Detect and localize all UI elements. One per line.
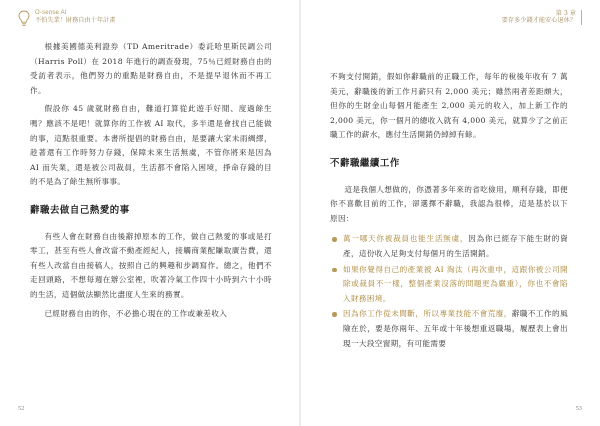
list-item-highlight: 萬一哪天你被裁員也能生活無虞，	[343, 234, 469, 244]
lightbulb-icon	[18, 10, 30, 28]
body-paragraph: 有些人會在財務自由後辭掉原本的工作，做自己熱愛的事或是打零工，甚至有些人會改當不動產經紀人，接觸商業配賺取廣告費，還有些人改當自由接稿人，按照自己的興趣和步調寫作。總之，他們不走回頭路，不想每週在辦公室裡，吹著冷氣工作四十小時到六十小時的生活，這個做法顯然比盡度人生來的務實。	[30, 231, 272, 299]
list-item	[330, 307, 568, 351]
running-header-right	[502, 10, 582, 25]
chapter-number: 第 3 章	[555, 10, 576, 17]
series-title-zh: 不怕失業！財務自由十年計畫	[35, 16, 116, 24]
bullet-dot-icon	[332, 237, 337, 242]
series-title-en: O-sense AI	[35, 10, 67, 16]
list-item	[330, 263, 568, 307]
section-heading: 辭職去做自己熱愛的事	[30, 204, 130, 216]
list-item-highlight: 如果你覺得自己的產業被 AI 淘汰（再次重申，這跟你被公司開除或裁員不一樣，整個產業沒落的問題更為嚴重），你也不會陷入財務困境。	[343, 264, 568, 303]
running-header-left	[18, 10, 115, 28]
list-item	[330, 232, 568, 261]
body-paragraph: 不夠支付開銷，假如你辭職前的正職工作，每年的稅後年收有 7 萬美元，辭職後的新工作月薪只有 2,000 美元；雖然兩者差距頗大，但你的生財金山每個月能產生 2,000 美元的收入，加上新工作的 2,000 美元，你一個月的總收入就有 4,000 美元，就算少了之前正職工作的薪水，應付生活開銷仍綽綽有餘。	[330, 72, 568, 140]
right-page-body	[330, 70, 568, 351]
section-heading: 不辭職繼續工作	[330, 157, 400, 169]
left-page-body	[30, 40, 272, 321]
bullet-dot-icon	[332, 268, 337, 273]
list-item-highlight: 因為你工作從未間斷，所以專業技能不會荒廢，	[343, 309, 512, 319]
list-item-text: 辭職不工作的風險在於，要是你兩年、五年或十年後想重返職場，履歷表上會出現一大段空窗期，有可能需要	[343, 309, 568, 348]
page-number: 52	[18, 405, 25, 412]
right-page	[300, 0, 600, 426]
body-paragraph: 這是我個人想做的，你憑著多年來的省吃儉用，順利存錢，即便你不喜歡目前的工作，卻選擇不辭職，我認為很棒，這是基於以下原因：	[330, 184, 568, 223]
bullet-dot-icon	[332, 312, 337, 317]
reasons-list	[330, 232, 568, 351]
body-paragraph: 已經財務自由的你，不必擔心現在的工作或兼差收入	[44, 308, 228, 318]
chapter-title: 要存多少錢才能安心退休？	[501, 17, 576, 25]
list-item-text: 因為你已經存下能生財的資產，這份收入足夠支付每個月的生活開銷。	[343, 234, 569, 258]
page-number: 53	[575, 405, 582, 412]
body-paragraph: 假設你 45 歲就財務自由，難道打算從此遊手好閒、度過餘生嗎？應該不是吧！就算你的工作被 AI 取代，多半還是會找自己能做的事，這點很重要。本書所提倡的財務自由，是要讓大家未雨綢繆，趁著還有工作時努力存錢，保障未來生活無虞，不管你將來是因為 AI 而失業，還是被公司裁員，生活都不會陷入困境，掙命存錢的目的不是為了餘生無所事事。	[30, 104, 272, 187]
body-paragraph: 根據美國德美利證券（TD Ameritrade）委託哈里斯民調公司（Harris Poll）在 2018 年進行的調查發現，75％已經財務自由的受訪者表示，他們努力的重點是財務自由，不是提早退休而不再工作。	[30, 42, 272, 95]
